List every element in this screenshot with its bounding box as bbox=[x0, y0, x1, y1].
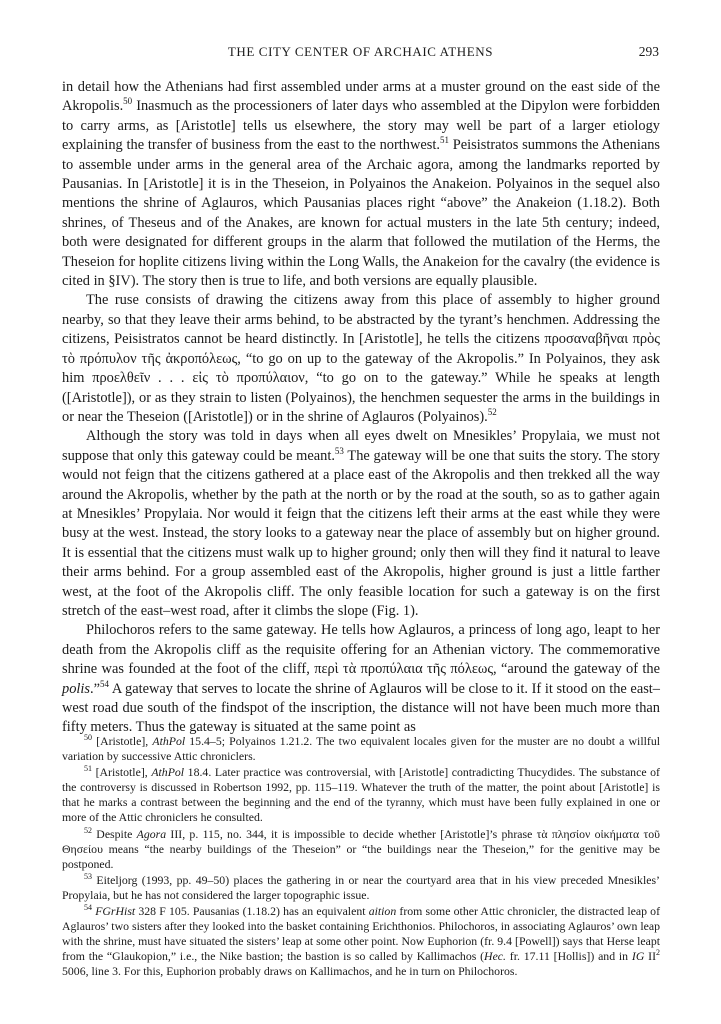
italic-title: FGrHist bbox=[95, 904, 136, 919]
text-run: in detail how the Athenians had first assembled under arms at a muster ground on the east side of the Akropolis. bbox=[62, 79, 660, 115]
text-run: [Aristotle], bbox=[95, 765, 152, 780]
italic-title: AthPol bbox=[152, 734, 186, 748]
text-run: 5006, line 3. For this, Euphorion probably draws on Kallimachos, and he in turn on Philochoros. bbox=[62, 964, 518, 979]
footnote-ref-53: 53 bbox=[334, 445, 344, 456]
page-number: 293 bbox=[638, 44, 659, 59]
footnote-number: 51 bbox=[84, 764, 92, 774]
running-header bbox=[62, 44, 659, 64]
text-run: Philochoros refers to the same gateway. He tells how Aglauros, a princess of long ago, leapt to her death from the Akropolis cliff as the requisite offering for an Athenian victory. The commemorative shrine was founded at the foot of the cliff, περὶ τὰ προπύλαια τῆς πόλεως, “around the gateway of the bbox=[62, 622, 660, 678]
italic-term: aition bbox=[368, 904, 397, 919]
footnote-51 bbox=[62, 765, 660, 825]
paragraph-1 bbox=[62, 78, 660, 291]
text-run: from some other Attic chronicler, the distracted leap of Aglauros’ two sisters after they looked into the basket containing Erichthonios. Philochoros, in associating Aglauros’ own leap with the shrine, must have situated the sisters’ leap at some other point. Now Euphorion (fr. 9.4 [Powell]) says that Herse leapt from the “Glaukopion,” i.e., the Nike bastion; the bastion is so called by Kallimachos ( bbox=[62, 904, 661, 964]
footnote-number: 50 bbox=[84, 733, 92, 742]
italic-title: IG bbox=[631, 949, 645, 964]
paragraph-3 bbox=[62, 427, 660, 621]
footnote-number: 54 bbox=[84, 903, 92, 913]
paragraph-2 bbox=[62, 291, 660, 427]
running-title: THE CITY CENTER OF ARCHAIC ATHENS bbox=[227, 44, 494, 59]
text-run: Peisistratos summons the Athenians to assemble under arms in the general area of the Archaic agora, among the landmarks reported by Pausanias. In [Aristotle] it is in the Theseion, in Polyainos the Anakeion. Polyainos in the sequel also mentions the shrine of Aglauros, which Pausanias places right “above” the Anakeion (1.18.2). Both shrines, of Theseus and of the Anakes, are known for actual musters in the late 5th century; indeed, both were designated for different groups in the alarm that followed the mutilation of the Herms, the Theseion for hoplite citizens living within the Long Walls, the Anakeion for the cavalry (the evidence is cited in §IV). The story then is true to life, and both versions are equally plausible. bbox=[62, 137, 661, 290]
footnote-ref-50: 50 bbox=[123, 96, 133, 107]
footnote-53 bbox=[62, 873, 660, 903]
italic-polis: polis bbox=[62, 680, 90, 697]
superscript: 2 bbox=[656, 948, 660, 958]
text-run: The gateway will be one that suits the story. The story would not feign that the citizens gathered at a place east of the Akropolis and then trekked all the way around the Akropolis, whether by the path at the north or by the road at the south, so as to gather again at Mnesikles’ Propylaia. Nor would it feign that the citizens left their arms at the east while they were busy at the west. Instead, the story looks to a gateway near the place of assembly but on higher ground. It is essential that the citizens must walk up to higher ground; only then will they find it natural to leave their arms behind. For a group assembled east of the Akropolis, higher ground is just a little farther west, at the foot of the Akropolis cliff. The only feasible location for such a gateway is on the first stretch of the east–west road, after it climbs the slope (Fig. 1). bbox=[62, 447, 660, 619]
paragraph-4 bbox=[62, 621, 660, 737]
footnote-number: 52 bbox=[84, 825, 92, 835]
footnote-number: 53 bbox=[84, 871, 92, 881]
italic-title: AthPol bbox=[151, 765, 185, 780]
text-run: 18.4. Later practice was controversial, with [Aristotle] contradicting Thucydides. The substance of the controversy is discussed in Robertson 1992, pp. 115–119. Whatever the truth of the matter, the point about [Aristotle] is that he marks a contrast between the beginning and the end of the tyranny, which must have been fully explained in one or more of the Attic chroniclers he consulted. bbox=[62, 765, 660, 825]
text-run: A gateway that serves to locate the shrine of Aglauros will be close to it. If it stood on the east–west road due south of the findspot of the inscription, the distance will not have been much more than fifty meters. Thus the gateway is situated at the same point as bbox=[62, 680, 660, 736]
text-run: Despite bbox=[96, 826, 137, 841]
text-run: Inasmuch as the processioners of later days who assembled at the Dipylon were forbidden to carry arms, as [Aristotle] tells us elsewhere, the story may well be part of a larger etiology explaining the transfer of business from the east to the northwest. bbox=[62, 98, 660, 154]
footnote-50 bbox=[62, 734, 660, 764]
footnote-ref-52: 52 bbox=[487, 406, 497, 417]
main-text bbox=[62, 78, 660, 738]
text-run: Although the story was told in days when all eyes dwelt on Mnesikles’ Propylaia, we must not suppose that only this gateway could be meant. bbox=[62, 428, 660, 464]
text-run: 15.4–5; Polyainos 1.21.2. The two equivalent locales given for the muster are no doubt a willful variation by successive Attic chroniclers. bbox=[62, 734, 660, 764]
text-run: III, p. 115, no. 344, it is impossible to decide whether [Aristotle]’s phrase τὰ πλησίον οἰκήματα τοῦ Θησείου means “the nearby buildings of the Theseion” or “the buildings near the Theseion,” for the genitive may be postponed. bbox=[62, 826, 660, 871]
footnote-54 bbox=[62, 904, 660, 979]
text-run: The ruse consists of drawing the citizens away from this place of assembly to higher ground nearby, so that they leave their arms behind, to be abstracted by the tyrant’s henchmen. Addressing the citizens, Peisistratos cannot be heard distinctly. In [Aristotle], he tells the citizens προσαναβῆναι πρὸς τὸ πρόπυλον τῆς ἀκροπόλεως, “to go on up to the gateway of the Akropolis.” In Polyainos, they ask him προελθεῖν . . . εἰς τὸ προπύλαιον, “to go on to the gateway.” While he speaks at length ([Aristotle]), or as they strain to listen (Polyainos), the henchmen sequester the arms in the buildings in or near the Theseion ([Aristotle]) or in the shrine of Aglauros (Polyainos). bbox=[62, 292, 660, 425]
text-run: fr. 17.11 [Hollis]) and in bbox=[506, 949, 632, 964]
text-run: [Aristotle], bbox=[96, 734, 153, 748]
footnote-52 bbox=[62, 827, 660, 872]
italic-title: Hec. bbox=[484, 949, 506, 964]
footnote-ref-51: 51 bbox=[439, 135, 449, 146]
text-run: Eiteljorg (1993, pp. 49–50) places the gathering in or near the courtyard area that in his view preceded Mnesikles’ Propylaia, but he has not considered the larger topographic issue. bbox=[62, 872, 660, 902]
italic-title: Agora bbox=[136, 826, 167, 841]
footnote-ref-54: 54 bbox=[100, 678, 109, 689]
text-run: 328 F 105. Pausanias (1.18.2) has an equivalent bbox=[135, 904, 369, 919]
text-run: .” bbox=[90, 680, 100, 697]
text-run: II bbox=[644, 949, 656, 964]
footnotes bbox=[62, 734, 660, 981]
